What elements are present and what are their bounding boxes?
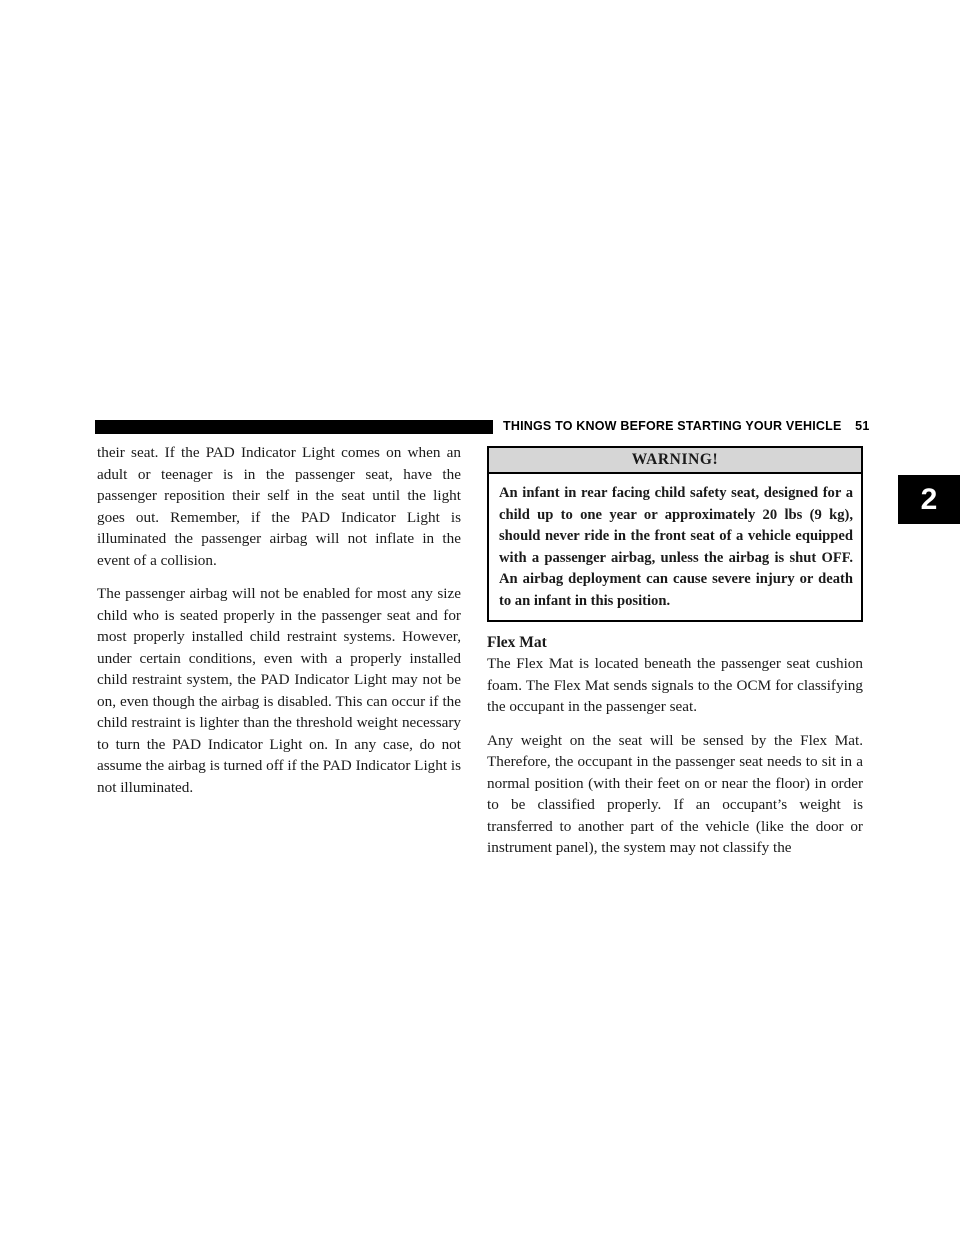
chapter-tab: 2 xyxy=(898,475,960,524)
paragraph: Any weight on the seat will be sensed by the Flex Mat. Therefore, the occupant in the passenger seat needs to sit in a normal position (with their feet on or near the floor) in order to be classified properly. If an occupant’s weight is transferred to another part of the vehicle (like the door or instrument panel), the system may not classify the xyxy=(487,731,863,856)
left-column xyxy=(97,442,461,810)
section-heading: Flex Mat xyxy=(487,634,547,651)
paragraph: The passenger airbag will not be enabled for most any size child who is seated properly in the passenger seat and for most properly installed child restraint systems. However, under certain conditions, even with a properly installed child restraint system, the PAD Indicator Light may not be on, even though the airbag is disabled. This can occur if the child restraint is lighter than the threshold weight necessary to turn the PAD Indicator Light on. In any case, do not assume the airbag is turned off if the PAD Indicator Light is not illuminated. xyxy=(97,585,462,796)
running-header xyxy=(503,419,869,433)
paragraph: The Flex Mat is located beneath the passenger seat cushion foam. The Flex Mat sends signals to the OCM for classifying the occupant in the passenger seat. xyxy=(487,655,863,715)
warning-text: An infant in rear facing child safety seat, designed for a child up to one year or approximately 20 lbs (9 kg), should never ride in the front seat of a vehicle equipped with a passenger airbag, unless the airbag is shut OFF. An airbag deployment can cause severe injury or death to an infant in this position. xyxy=(499,485,853,609)
warning-box xyxy=(487,446,863,622)
right-column xyxy=(487,446,863,871)
section-title: THINGS TO KNOW BEFORE STARTING YOUR VEHICLE xyxy=(503,419,842,433)
paragraph: their seat. If the PAD Indicator Light comes on when an adult or teenager is in the passenger seat, have the passenger reposition their self in the seat until the light goes out. Remember, if the PAD Indicator Light is illuminated the passenger airbag will not inflate in the event of a collision. xyxy=(97,444,461,569)
warning-title: WARNING! xyxy=(489,448,861,474)
header-rule xyxy=(95,420,493,434)
page-number: 51 xyxy=(855,419,870,433)
